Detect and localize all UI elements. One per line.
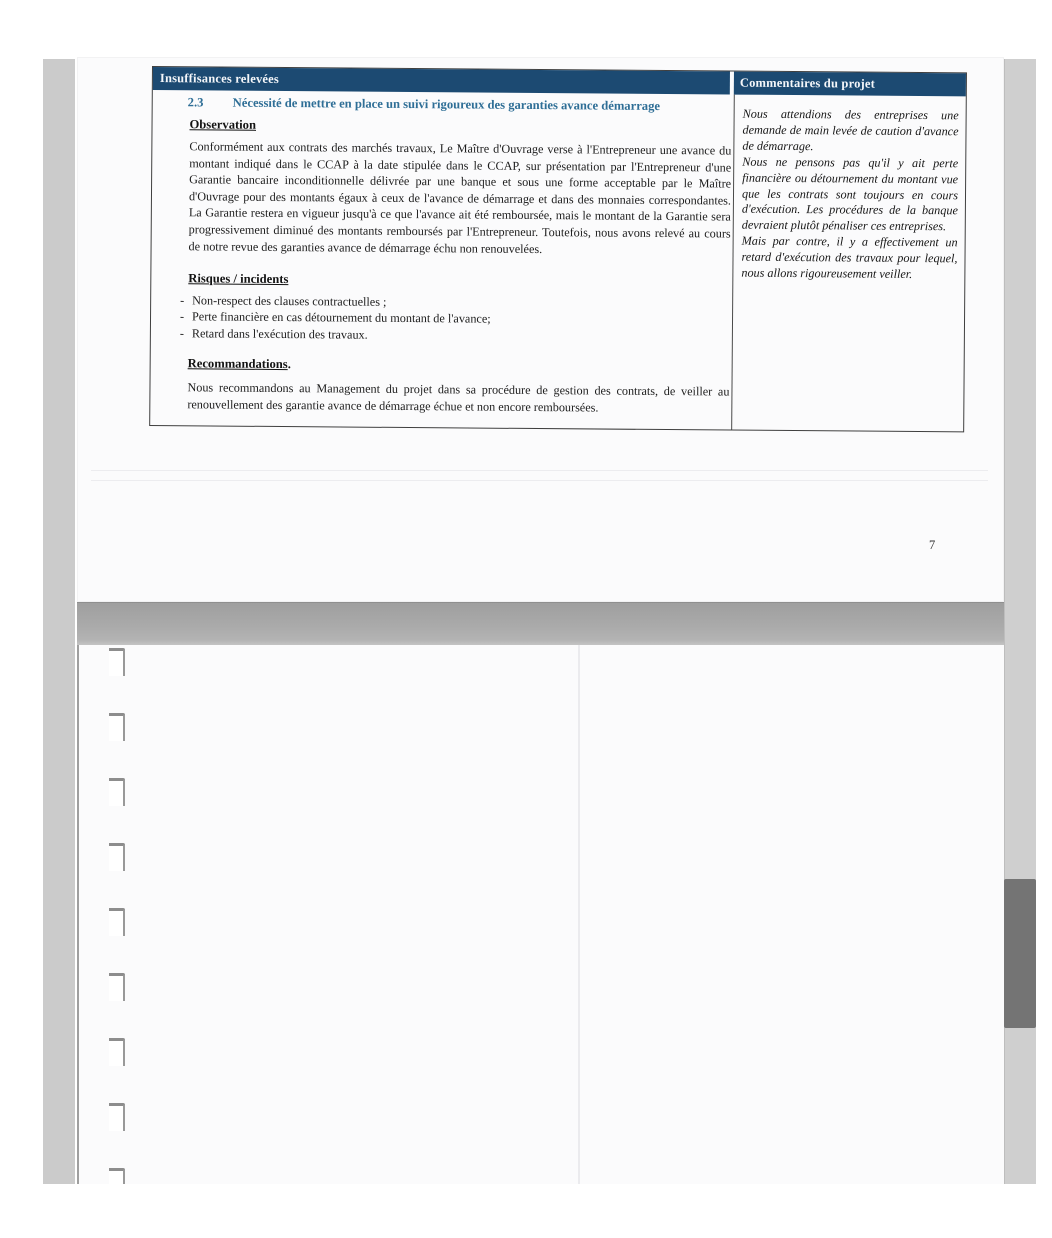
comment-paragraph: Nous attendions des entreprises une demande de main levée de caution d'avance de démarrage. <box>742 106 959 154</box>
column-header-commentaires: Commentaires du projet <box>734 72 966 97</box>
observation-paragraph: Conformément aux contrats des marchés travaux, Le Maître d'Ouvrage verse à l'Entrepreneur une avance du montant indiqué dans le CCAP à la date stipulée dans le CCAP, sur présentation par l'Entrepreneur d'une Garantie bancaire inconditionnelle délivrée par une banque et sous une forme acceptable par le Maître d'Ouvrage pour des montants égaux à ceux de l'avance de démarrage et dans des monnaies correspondantes. La Garantie restera en vigueur jusqu'à ce que l'avance ait été remboursée, mais le montant de la Garantie sera progressivement diminué des montants remboursés par l'Entrepreneur. Toutefois, nous avons relevé au cours de notre revue des garanties avance de démarrage échu non renouvelées. <box>188 139 732 256</box>
section-number: 2.3 <box>187 95 204 110</box>
recommendations-heading-line <box>188 356 730 375</box>
section-title: Nécessité de mettre en place un suivi rigoureux des garanties avance démarrage <box>232 95 661 113</box>
list-item <box>180 325 730 346</box>
binding-hole <box>109 648 125 676</box>
page-gap <box>77 602 1004 645</box>
binding-hole <box>109 908 125 936</box>
recommendations-paragraph: Nous recommandons au Management du projet dans sa procédure de gestion des contrats, de veiller au renouvellement des garantie avance de démarrage échue et non encore remboursées. <box>187 380 730 415</box>
list-item-text: Non-respect des clauses contractuelles ; <box>192 293 387 310</box>
viewer-left-gutter <box>43 59 75 1184</box>
binding-hole <box>109 713 125 741</box>
audit-findings-table <box>149 66 967 432</box>
risks-list <box>180 292 730 345</box>
observation-heading: Observation <box>189 117 257 132</box>
binding-hole <box>109 778 125 806</box>
page-fold-line <box>578 645 580 1184</box>
document-page-1 <box>77 57 1004 602</box>
list-dash: - <box>180 293 185 308</box>
findings-cell <box>150 90 734 430</box>
document-page-2 <box>77 645 1004 1184</box>
section-heading <box>188 95 732 114</box>
risks-heading: Risques / incidents <box>188 271 289 287</box>
recommendations-heading: Recommandations <box>187 356 288 372</box>
scan-artifact-line <box>91 470 988 471</box>
table-body-row <box>150 90 966 431</box>
scan-artifact-line <box>91 480 988 481</box>
page-number: 7 <box>929 538 936 552</box>
list-item-text: Retard dans l'exécution des travaux. <box>191 326 368 342</box>
comment-paragraph: Mais par contre, il y a effectivement un retard d'exécution des travaux pour lequel, nous allons rigoureusement veiller. <box>741 233 958 282</box>
binding-hole <box>109 1103 125 1131</box>
binding-hole <box>109 1038 125 1066</box>
recommendations-period: . <box>287 357 291 372</box>
scrollbar-thumb[interactable] <box>1004 879 1036 1028</box>
list-item-text: Perte financière en cas détournement du montant de l'avance; <box>191 309 491 327</box>
list-dash: - <box>179 309 185 324</box>
list-dash: - <box>179 325 185 341</box>
binding-hole <box>109 1168 125 1184</box>
project-comments-cell <box>731 95 966 432</box>
column-header-insuffisances: Insuffisances relevées <box>153 67 730 95</box>
binding-hole <box>109 973 125 1001</box>
binding-hole <box>109 843 125 871</box>
comment-paragraph: Nous ne pensons pas qu'il y ait perte financière ou détournement du montant vue que les contrats sont toujours en cours d'exécution. Les procédures de la banque devraient plutôt pénaliser ces entreprises. <box>741 154 959 234</box>
